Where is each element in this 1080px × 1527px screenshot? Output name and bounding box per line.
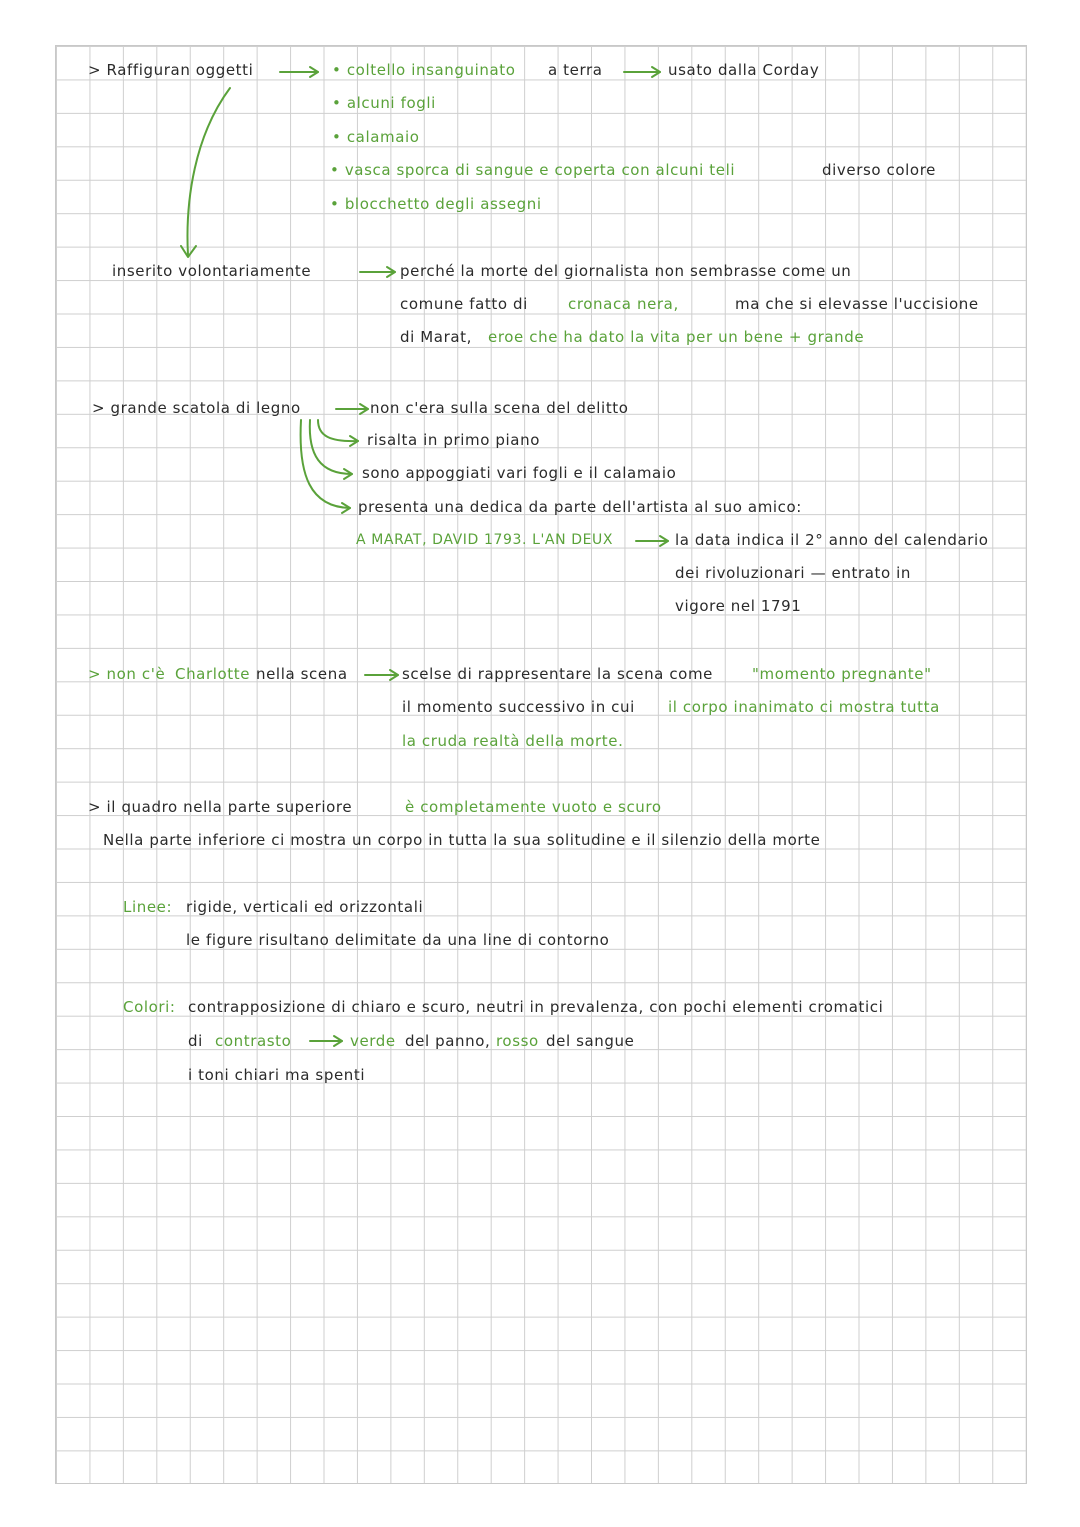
- painting-upper-a: > il quadro nella parte superiore: [88, 798, 353, 816]
- reason-line-1: perché la morte del giornalista non sembrasse come un: [400, 262, 852, 280]
- item-bathtub-note: diverso colore: [822, 161, 936, 179]
- grid-paper-sheet: [55, 45, 1027, 1484]
- colors-contrast: contrasto: [215, 1032, 292, 1050]
- box-note-1: non c'era sulla scena del delitto: [370, 399, 629, 417]
- scene-note-1a: scelse di rappresentare la scena come: [402, 665, 714, 683]
- charlotte-heading-c: nella scena: [256, 665, 348, 683]
- box-note-2: risalta in primo piano: [367, 431, 540, 449]
- inserted-heading: inserito volontariamente: [112, 262, 312, 280]
- scene-highlight-moment: "momento pregnante": [752, 665, 932, 683]
- painting-upper-b: è completamente vuoto e scuro: [405, 798, 662, 816]
- colors-green: verde: [350, 1032, 396, 1050]
- reason-line-2c: ma che si elevasse l'uccisione: [735, 295, 979, 313]
- date-note-1: la data indica il 2° anno del calendario: [675, 531, 989, 549]
- painting-lower: Nella parte inferiore ci mostra un corpo in tutta la sua solitudine e il silenzio della morte: [103, 831, 821, 849]
- charlotte-heading-a: > non c'è: [88, 665, 166, 683]
- scene-highlight-body: il corpo inanimato ci mostra tutta: [668, 698, 940, 716]
- reason-line-2a: comune fatto di: [400, 295, 528, 313]
- date-note-2: dei rivoluzionari — entrato in: [675, 564, 912, 582]
- item-papers: • alcuni fogli: [332, 94, 436, 112]
- lines-note-2: le figure risultano delimitate da una line di contorno: [186, 931, 610, 949]
- item-knife: • coltello insanguinato: [332, 61, 516, 79]
- colors-note-2f: del sangue: [546, 1032, 635, 1050]
- item-inkwell: • calamaio: [332, 128, 420, 146]
- box-note-3: sono appoggiati vari fogli e il calamaio: [362, 464, 677, 482]
- lines-note-1: rigide, verticali ed orizzontali: [186, 898, 424, 916]
- wooden-box-heading: > grande scatola di legno: [92, 399, 301, 417]
- box-note-4: presenta una dedica da parte dell'artista al suo amico:: [358, 498, 802, 516]
- colors-note-1: contrapposizione di chiaro e scuro, neutri in prevalenza, con pochi elementi cromatici: [188, 998, 884, 1016]
- reason-line-3a: di Marat,: [400, 328, 472, 346]
- scene-note-3: la cruda realtà della morte.: [402, 732, 624, 750]
- scene-note-2a: il momento successivo in cui: [402, 698, 635, 716]
- charlotte-heading-b: Charlotte: [175, 665, 251, 683]
- item-knife-location: a terra: [548, 61, 603, 79]
- item-knife-note: usato dalla Corday: [668, 61, 820, 79]
- item-checkbook: • blocchetto degli assegni: [330, 195, 542, 213]
- reason-highlight-cronaca: cronaca nera,: [568, 295, 679, 313]
- colors-note-2a: di: [188, 1032, 203, 1050]
- date-note-3: vigore nel 1791: [675, 597, 802, 615]
- colors-note-2d: del panno,: [405, 1032, 491, 1050]
- colors-label: Colori:: [123, 998, 176, 1016]
- colors-red: rosso: [496, 1032, 539, 1050]
- colors-note-3: i toni chiari ma spenti: [188, 1066, 366, 1084]
- dedication-text: A MARAT, DAVID 1793. L'AN DEUX: [356, 532, 614, 548]
- reason-highlight-hero: eroe che ha dato la vita per un bene + grande: [488, 328, 865, 346]
- lines-label: Linee:: [123, 898, 173, 916]
- item-bathtub: • vasca sporca di sangue e coperta con alcuni teli: [330, 161, 736, 179]
- objects-heading: > Raffiguran oggetti: [88, 61, 254, 79]
